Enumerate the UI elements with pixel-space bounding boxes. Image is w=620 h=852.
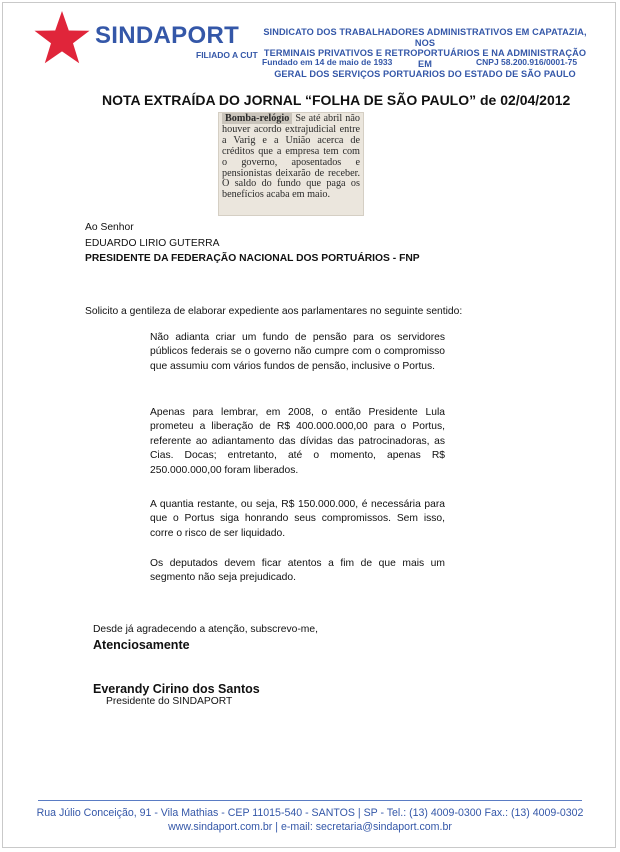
signature-name: Everandy Cirino dos Santos: [93, 682, 260, 696]
request-sentence: Solicito a gentileza de elaborar expediente aos parlamentares no seguinte sentido:: [85, 306, 463, 317]
union-name: [262, 27, 588, 80]
footer-web-contact: www.sindaport.com.br | e-mail: secretaria@sindaport.com.br: [168, 821, 452, 833]
body-paragraph: Apenas para lembrar, em 2008, o então Presidente Lula prometeu a liberação de R$ 400.000.000,00 para o Portus, referente ao adiantamento das dívidas das patrocinadoras, as Cias. Docas; entretanto, até o momento, apenas R$ 250.000.000,00 foram liberados.: [150, 407, 445, 476]
brand-affiliation: FILIADO A CUT: [196, 50, 258, 60]
union-name-line: TERMINAIS PRIVATIVOS E RETROPORTUÁRIOS E NA ADMINISTRAÇÃO EM: [263, 48, 587, 69]
founded-date: Fundado em 14 de maio de 1933: [262, 57, 393, 67]
body-paragraph: Os deputados devem ficar atentos a fim de que mais um segmento não seja prejudicado.: [150, 558, 445, 584]
signature-role: Presidente do SINDAPORT: [106, 696, 233, 707]
addressee-salutation: Ao Senhor: [85, 222, 134, 233]
note-title: NOTA EXTRAÍDA DO JORNAL “FOLHA DE SÃO PAULO” de 02/04/2012: [102, 92, 571, 108]
star-logo-icon: [33, 10, 91, 66]
addressee-name: EDUARDO LIRIO GUTERRA: [85, 237, 220, 249]
addressee-position: PRESIDENTE DA FEDERAÇÃO NACIONAL DOS PORTUÁRIOS - FNP: [85, 253, 420, 264]
footer-divider: [38, 800, 582, 801]
newspaper-clipping: [218, 112, 364, 216]
union-name-line: GERAL DOS SERVIÇOS PORTUARIOS DO ESTADO DE SÃO PAULO: [274, 69, 576, 79]
footer-address: Rua Júlio Conceição, 91 - Vila Mathias - CEP 11015-540 - SANTOS | SP - Tel.: (13) 4009-0300 Fax.: (13) 4009-0302: [36, 807, 584, 819]
cnpj-number: CNPJ 58.200.916/0001-75: [476, 57, 578, 67]
clipping-text: Se até abril não houver acordo extrajudicial entre a Varig e a União acerca de créditos que a empresa tem com o governo, aposentados e pensionistas deixarão de receber. O saldo do fundo que paga os benefícios acaba em maio.: [222, 113, 360, 201]
closing-sentence: Desde já agradecendo a atenção, subscrevo-me,: [93, 624, 318, 635]
addressee-block: [85, 220, 420, 267]
brand-name: SINDAPORT: [95, 22, 240, 49]
body-paragraph: A quantia restante, ou seja, R$ 150.000.000, é necessária para que o Portus siga honrando seus compromissos. Sem isso, corre o risco de ser liquidado.: [150, 499, 445, 539]
union-name-line: SINDICATO DOS TRABALHADORES ADMINISTRATIVOS EM CAPATAZIA, NOS: [263, 27, 587, 48]
regards: Atenciosamente: [93, 638, 190, 652]
clipping-headline: Bomba-relógio: [222, 113, 292, 124]
body-paragraph: Não adianta criar um fundo de pensão para os servidores públicos federais se o governo não cumpre com o compromisso que assumiu com vários fundos de pensão, inclusive o Portus.: [150, 332, 445, 372]
